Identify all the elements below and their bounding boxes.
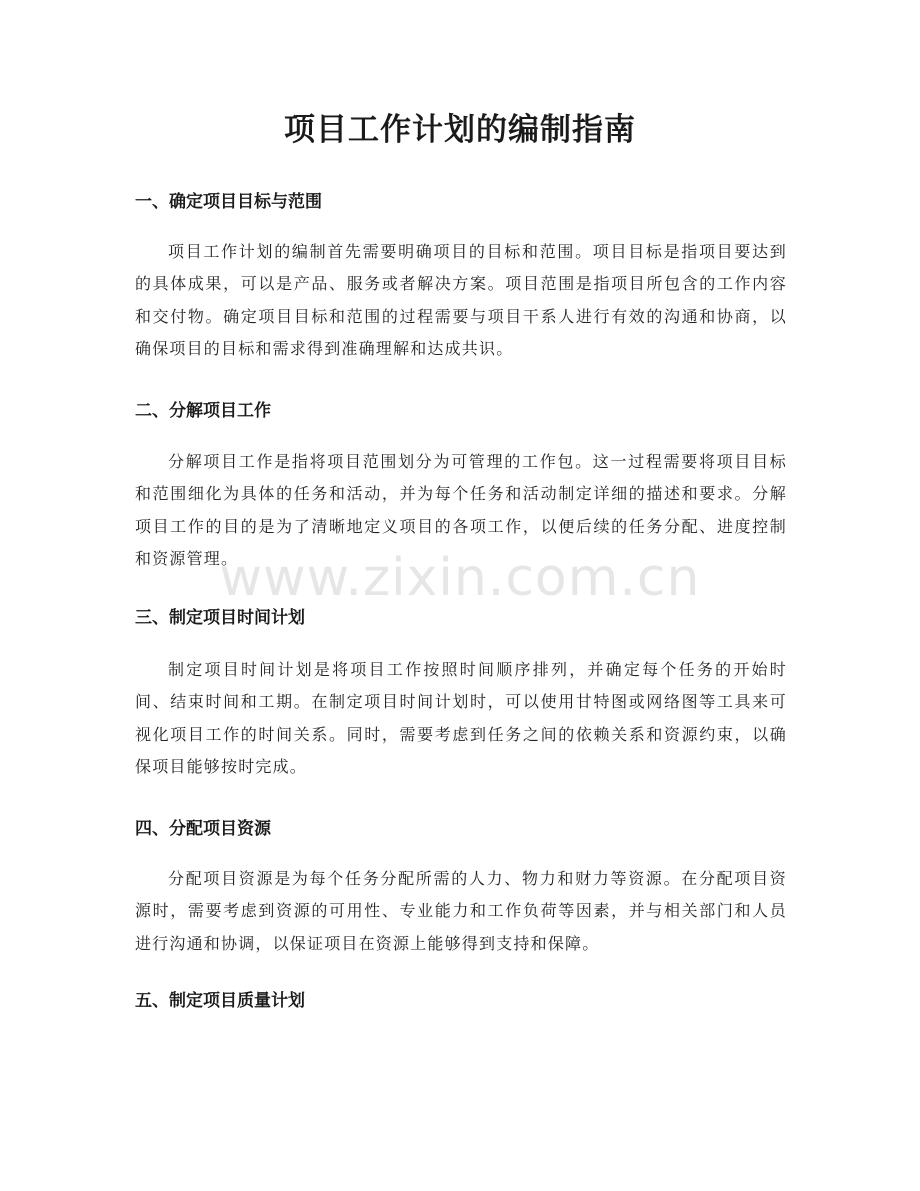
section-paragraph: 制定项目时间计划是将项目工作按照时间顺序排列，并确定每个任务的开始时间、结束时间和工期。在制定项目时间计划时，可以使用甘特图或网络图等工具来可视化项目工作的时间关系。同时，需要考虑到任务之间的依赖关系和资源约束，以确保项目能够按时完成。 <box>135 660 787 776</box>
section-heading: 三、制定项目时间计划 <box>135 608 305 628</box>
section-heading: 四、分配项目资源 <box>135 819 271 839</box>
section-heading: 五、制定项目质量计划 <box>135 991 305 1011</box>
section-paragraph: 项目工作计划的编制首先需要明确项目的目标和范围。项目目标是指项目要达到的具体成果，可以是产品、服务或者解决方案。项目范围是指项目所包含的工作内容和交付物。确定项目目标和范围的过程需要与项目干系人进行有效的沟通和协商，以确保项目的目标和需求得到准确理解和达成共识。 <box>135 242 787 358</box>
section-heading: 二、分解项目工作 <box>135 401 271 421</box>
section-heading: 一、确定项目目标与范围 <box>135 192 322 212</box>
section-paragraph: 分解项目工作是指将项目范围划分为可管理的工作包。这一过程需要将项目目标和范围细化为具体的任务和活动，并为每个任务和活动制定详细的描述和要求。分解项目工作的目的是为了清晰地定义项目的各项工作，以便后续的任务分配、进度控制和资源管理。 <box>135 452 787 568</box>
document-title: 项目工作计划的编制指南 <box>284 112 636 148</box>
section-paragraph: 分配项目资源是为每个任务分配所需的人力、物力和财力等资源。在分配项目资源时，需要考虑到资源的可用性、专业能力和工作负荷等因素，并与相关部门和人员进行沟通和协调，以保证项目在资源上能够得到支持和保障。 <box>135 869 787 953</box>
watermark: www.zixin.com.cn <box>219 548 701 608</box>
